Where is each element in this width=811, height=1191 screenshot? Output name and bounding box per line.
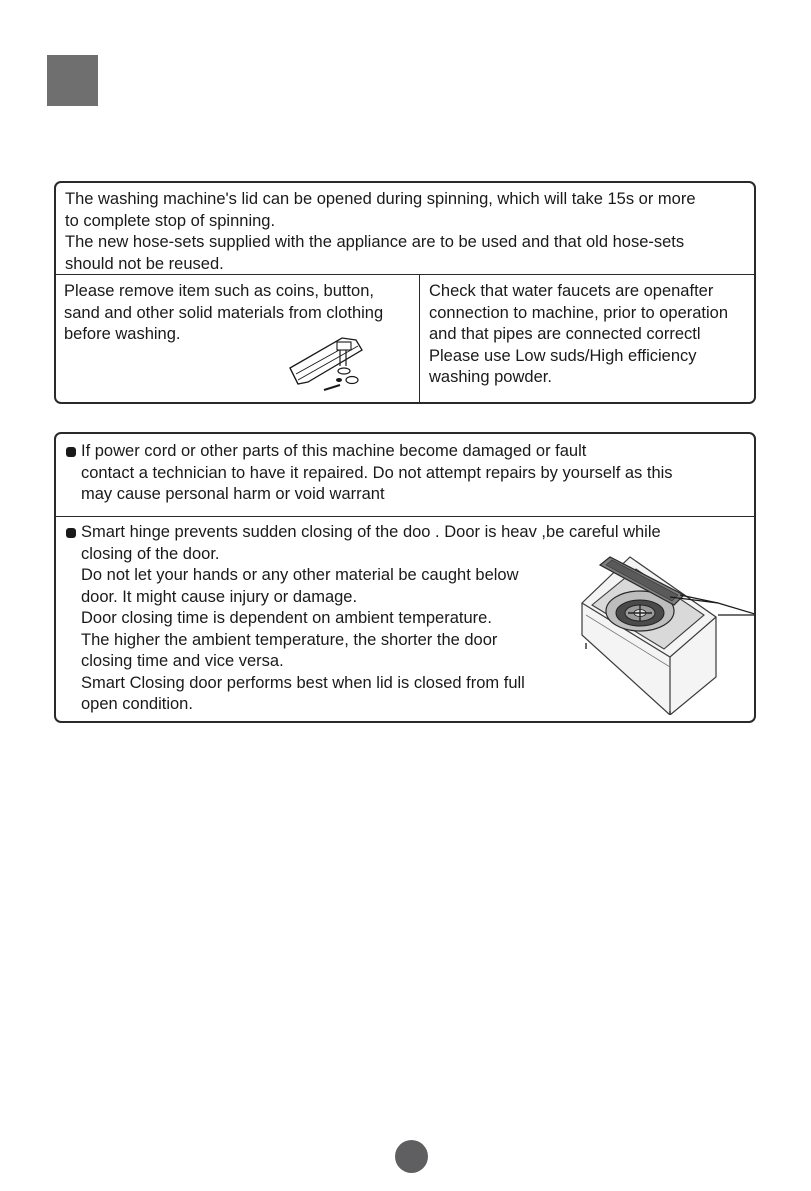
text-line: washing powder. bbox=[429, 368, 552, 386]
text-line: may cause personal harm or void warrant bbox=[81, 485, 385, 503]
text-line: If power cord or other parts of this machine become damaged or fault bbox=[81, 442, 587, 460]
text-line: The higher the ambient temperature, the shorter the door bbox=[81, 630, 498, 649]
pocket-items-illustration bbox=[284, 330, 376, 396]
page-number-marker bbox=[395, 1140, 428, 1173]
text-line: Check that water faucets are openafter bbox=[429, 282, 714, 300]
text-line: sand and other solid materials from clothing bbox=[64, 303, 384, 322]
text-line: Door closing time is dependent on ambient temperature. bbox=[81, 609, 492, 627]
text-line: to complete stop of spinning. bbox=[65, 211, 276, 230]
text-line: before washing. bbox=[64, 325, 181, 343]
remove-items-notice bbox=[56, 275, 420, 404]
text-line: open condition. bbox=[81, 695, 193, 713]
text-line: contact a technician to have it repaired. Do not attempt repairs by yourself as this bbox=[81, 463, 673, 482]
text-line: Please use Low suds/High efficiency bbox=[429, 346, 697, 365]
washing-machine-illustration bbox=[576, 555, 756, 715]
text-line: Please remove item such as coins, button, bbox=[64, 282, 374, 300]
lid-and-hose-notice bbox=[56, 183, 754, 275]
warnings-table bbox=[54, 432, 756, 723]
bullet-icon bbox=[66, 447, 76, 457]
text-line: Smart Closing door performs best when lid is closed from full bbox=[81, 673, 525, 692]
text-line: The washing machine's lid can be opened during spinning, which will take 15s or more bbox=[65, 190, 696, 208]
power-cord-warning bbox=[56, 434, 754, 517]
safety-table bbox=[54, 181, 756, 404]
text-line: closing of the door. bbox=[81, 544, 220, 563]
faucet-notice bbox=[420, 275, 754, 404]
section-tab-marker bbox=[47, 55, 98, 106]
text-line: The new hose-sets supplied with the appliance are to be used and that old hose-sets bbox=[65, 233, 685, 251]
text-line: Smart hinge prevents sudden closing of the doo . Door is heav ,be careful while bbox=[81, 523, 661, 541]
text-line: Do not let your hands or any other material be caught below bbox=[81, 566, 519, 584]
text-line: door. It might cause injury or damage. bbox=[81, 587, 358, 606]
text-line: closing time and vice versa. bbox=[81, 652, 284, 670]
smart-hinge-warning bbox=[56, 517, 754, 721]
text-line: connection to machine, prior to operation bbox=[429, 303, 729, 322]
text-line: should not be reused. bbox=[65, 254, 224, 273]
bullet-icon bbox=[66, 528, 76, 538]
text-line: and that pipes are connected correctl bbox=[429, 325, 701, 343]
